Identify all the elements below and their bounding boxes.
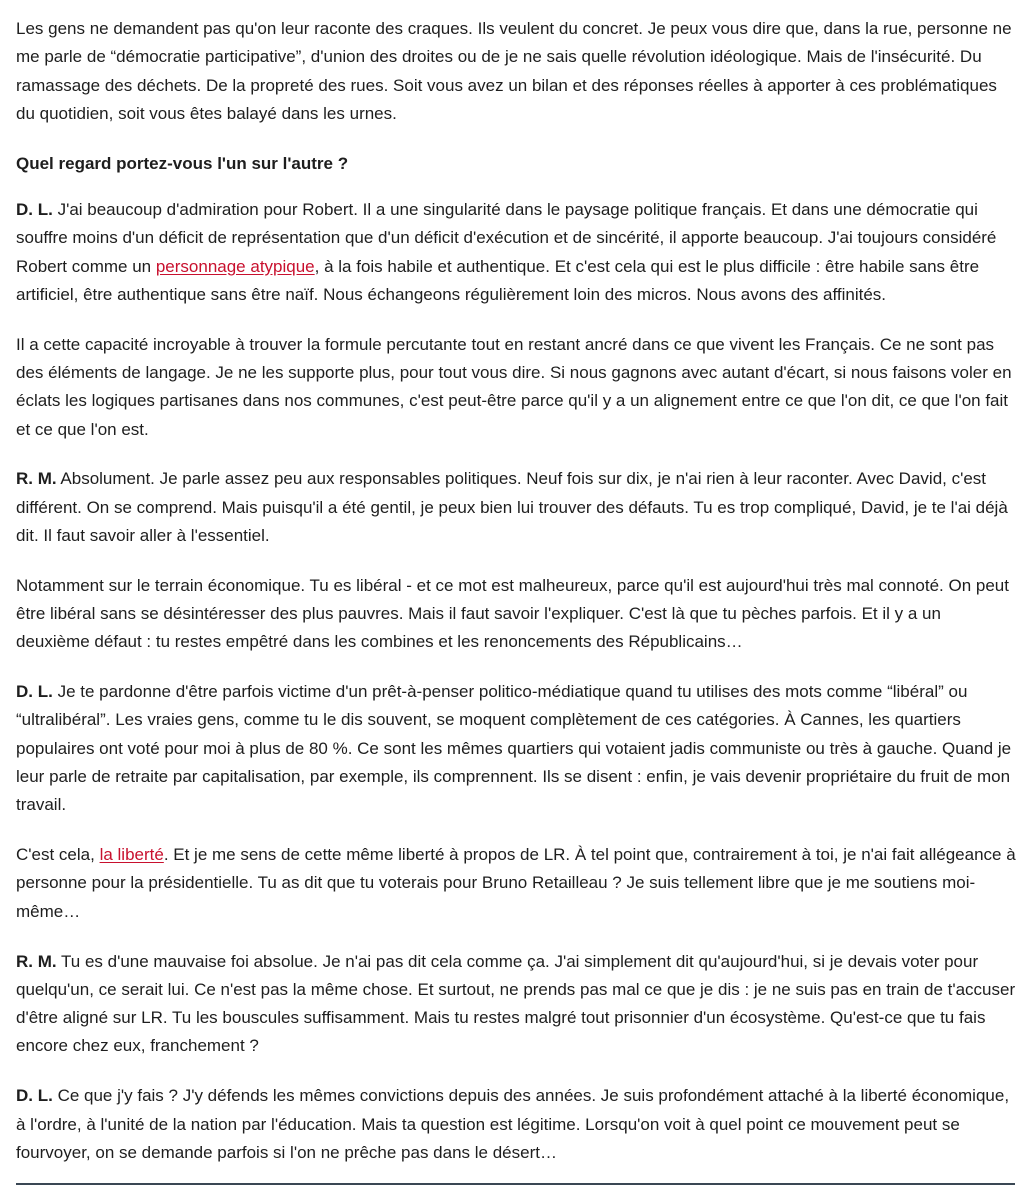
personnage-atypique-link[interactable]: personnage atypique: [155, 256, 315, 276]
paragraph-9: [16, 948, 1016, 1061]
speaker-initials: D. L.: [16, 1086, 53, 1106]
article-body: [16, 15, 1016, 1189]
section-divider: [16, 1183, 1015, 1185]
paragraph-10: [16, 1082, 1016, 1167]
paragraph-8: [16, 841, 1016, 926]
paragraph-5: [16, 465, 1016, 550]
speaker-initials: R. M.: [16, 469, 57, 489]
paragraph-text: . Et je me sens de cette même liberté à propos de LR. À tel point que, contrairement à toi, je n'ai fait allégeance à personne pour la présidentielle. Tu as dit que tu voterais pour Bruno Retailleau ? Je suis tellement libre que je me soutiens moi-même…: [16, 845, 1016, 921]
speaker-initials: R. M.: [16, 951, 57, 971]
paragraph-4: Il a cette capacité incroyable à trouver la formule percutante tout en restant ancré dans ce que vivent les Français. Ce ne sont pas des éléments de langage. Je ne les supporte plus, pour tout vous dire. Si nous gagnons avec autant d'écart, si nous faisons voler en éclats les logiques partisanes dans nos communes, c'est peut-être parce qu'il y a un alignement entre ce que l'on dit, ce que l'on fait et ce que l'on est.: [16, 334, 1012, 439]
interview-question: Quel regard portez-vous l'un sur l'autre ?: [16, 153, 349, 173]
la-liberte-link[interactable]: la liberté: [99, 845, 164, 865]
speaker-initials: D. L.: [16, 682, 53, 702]
paragraph-text: J'ai beaucoup d'admiration pour Robert. Il a une singularité dans le paysage politique français. Et dans une démocratie qui souffre moins d'un déficit de représentation que d'un déficit d'exécution et de sincérité, il apporte beaucoup. J'ai toujours considéré Robert comme un: [16, 199, 997, 276]
paragraph-text: Absolument. Je parle assez peu aux responsables politiques. Neuf fois sur dix, je n'ai rien à leur raconter. Avec David, c'est différent. On se comprend. Mais puisqu'il a été gentil, je peux bien lui trouver des défauts. Tu es trop compliqué, David, je te l'ai déjà dit. Il faut savoir aller à l'essentiel.: [16, 469, 1008, 545]
paragraph-text: Je te pardonne d'être parfois victime d'un prêt-à-penser politico-médiatique quand tu utilises des mots comme “libéral” ou “ultralibéral”. Les vraies gens, comme tu le dis souvent, se moquent complètement de ces catégories. À Cannes, les quartiers populaires ont voté pour moi à plus de 80 %. Ce sont les mêmes quartiers qui votaient jadis communiste ou très à gauche. Quand je leur parle de retraite par capitalisation, par exemple, ils comprennent. Ils se disent : enfin, je vais devenir propriétaire du fruit de mon travail.: [16, 682, 1012, 815]
paragraph-3: [16, 196, 1016, 309]
paragraph-7: [16, 678, 1016, 819]
speaker-initials: D. L.: [16, 199, 53, 219]
paragraph-text: Ce que j'y fais ? J'y défends les mêmes convictions depuis des années. Je suis profondément attaché à la liberté économique, à l'ordre, à l'unité de la nation par l'éducation. Mais ta question est légitime. Lorsqu'on voit à quel point ce mouvement peut se fourvoyer, on se demande parfois si l'on ne prêche pas dans le désert…: [16, 1086, 1010, 1162]
paragraph-text: Tu es d'une mauvaise foi absolue. Je n'ai pas dit cela comme ça. J'ai simplement dit qu'aujourd'hui, si je devais voter pour quelqu'un, ce serait lui. Ce n'est pas la même chose. Et surtout, ne prends pas mal ce que je dis : je ne suis pas en train de t'accuser d'être aligné sur LR. Tu les bouscules suffisamment. Mais tu restes malgré tout prisonnier d'un écosystème. Qu'est-ce que tu fais encore chez eux, franchement ?: [16, 951, 1016, 1056]
paragraph-text: , à la fois habile et authentique. Et c'est cela qui est le plus difficile : être habile sans être artificiel, être authentique sans être naïf. Nous échangeons régulièrement loin des micros. Nous avons des affinités.: [16, 256, 980, 304]
paragraph-6: Notamment sur le terrain économique. Tu es libéral - et ce mot est malheureux, parce qu'il est aujourd'hui très mal connoté. On peut être libéral sans se désintéresser des plus pauvres. Mais il faut savoir l'expliquer. C'est là que tu pèches parfois. Et il y a un deuxième défaut : tu restes empêtré dans les combines et les renoncements des Républicains…: [16, 575, 1009, 652]
paragraph-1: Les gens ne demandent pas qu'on leur raconte des craques. Ils veulent du concret. Je peux vous dire que, dans la rue, personne ne me parle de “démocratie participative”, d'union des droites ou de je ne sais quelle révolution idéologique. Mais de l'insécurité. Du ramassage des déchets. De la propreté des rues. Soit vous avez un bilan et des réponses réelles à apporter à ces problématiques du quotidien, soit vous êtes balayé dans les urnes.: [16, 19, 1012, 123]
paragraph-text: C'est cela,: [16, 845, 100, 865]
